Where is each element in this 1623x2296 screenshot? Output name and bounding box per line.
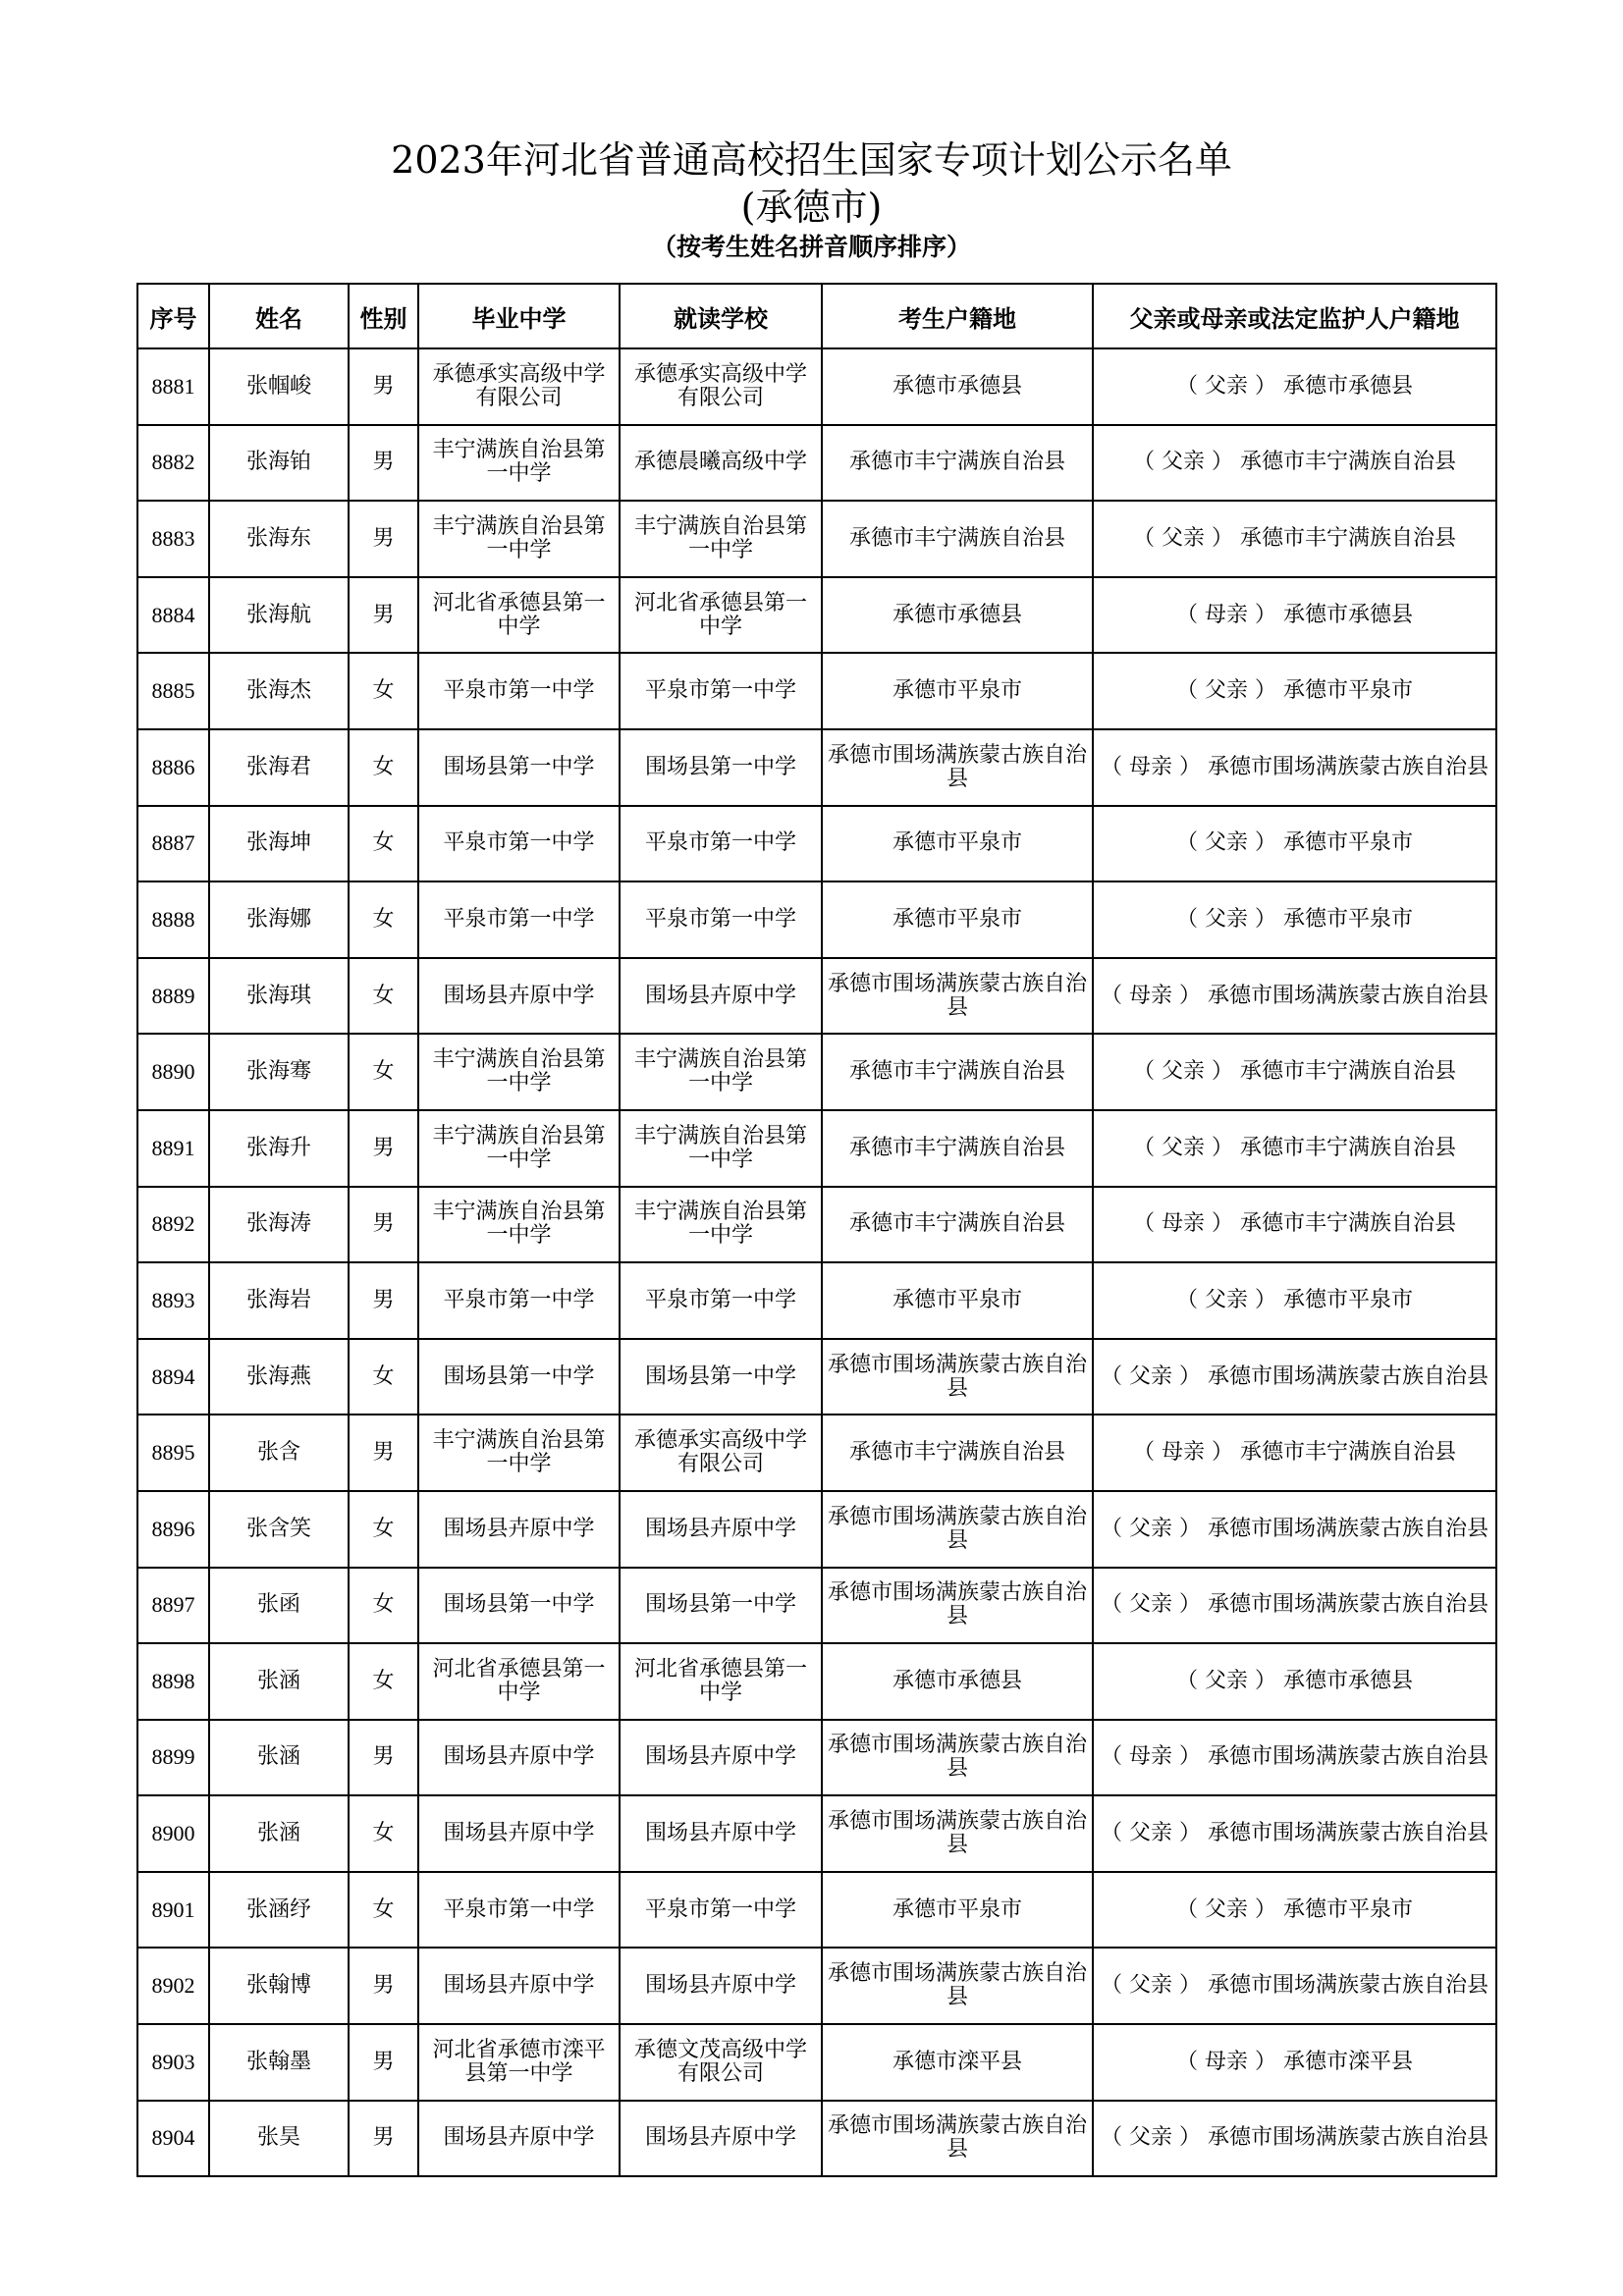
cell-grad-school: 围场县第一中学 [418,1339,620,1415]
cell-grad-school: 平泉市第一中学 [418,1262,620,1339]
table-row [137,1643,1496,1720]
table-row [137,1415,1496,1491]
cell-domicile: 承德市承德县 [822,577,1093,654]
cell-domicile: 承德市丰宁满族自治县 [822,501,1093,577]
cell-guardian: （ 父亲 ） 承德市围场满族蒙古族自治县 [1093,1948,1496,2024]
cell-gender: 女 [349,958,418,1035]
cell-gender: 女 [349,806,418,882]
table-row [137,1872,1496,1949]
cell-no: 8900 [137,1795,209,1872]
table-row [137,881,1496,958]
cell-gender: 男 [349,501,418,577]
page-title: 2023年河北省普通高校招生国家专项计划公示名单 [391,138,1232,182]
cell-name: 张函 [209,1568,349,1644]
cell-current-school: 围场县卉原中学 [620,1491,822,1568]
page-title-region: (承德市) [740,186,883,229]
table-row [137,348,1496,425]
cell-no: 8888 [137,881,209,958]
cell-no: 8897 [137,1568,209,1644]
cell-grad-school: 河北省承德市滦平县第一中学 [418,2024,620,2101]
cell-current-school: 丰宁满族自治县第一中学 [620,1034,822,1110]
cell-name: 张翰博 [209,1948,349,2024]
cell-name: 张含笑 [209,1491,349,1568]
cell-grad-school: 平泉市第一中学 [418,881,620,958]
cell-guardian: （ 父亲 ） 承德市围场满族蒙古族自治县 [1093,1795,1496,1872]
cell-gender: 女 [349,1491,418,1568]
cell-domicile: 承德市平泉市 [822,1262,1093,1339]
cell-name: 张海航 [209,577,349,654]
cell-gender: 女 [349,1339,418,1415]
cell-guardian: （ 父亲 ） 承德市围场满族蒙古族自治县 [1093,1339,1496,1415]
cell-guardian: （ 父亲 ） 承德市丰宁满族自治县 [1093,425,1496,502]
cell-domicile: 承德市围场满族蒙古族自治县 [822,1491,1093,1568]
cell-no: 8889 [137,958,209,1035]
column-header-domicile: 考生户籍地 [822,284,1093,348]
cell-name: 张海琪 [209,958,349,1035]
cell-no: 8884 [137,577,209,654]
cell-grad-school: 平泉市第一中学 [418,806,620,882]
cell-grad-school: 围场县卉原中学 [418,2101,620,2177]
cell-no: 8886 [137,729,209,806]
cell-name: 张含 [209,1415,349,1491]
cell-no: 8885 [137,653,209,729]
cell-current-school: 丰宁满族自治县第一中学 [620,1187,822,1263]
cell-current-school: 平泉市第一中学 [620,881,822,958]
cell-domicile: 承德市丰宁满族自治县 [822,1034,1093,1110]
cell-name: 张涵纾 [209,1872,349,1949]
cell-name: 张海东 [209,501,349,577]
cell-current-school: 承德文茂高级中学有限公司 [620,2024,822,2101]
cell-gender: 男 [349,1720,418,1796]
cell-grad-school: 丰宁满族自治县第一中学 [418,425,620,502]
cell-guardian: （ 父亲 ） 承德市承德县 [1093,1643,1496,1720]
cell-gender: 男 [349,425,418,502]
cell-name: 张海升 [209,1110,349,1187]
cell-domicile: 承德市丰宁满族自治县 [822,1415,1093,1491]
cell-domicile: 承德市丰宁满族自治县 [822,425,1093,502]
cell-domicile: 承德市承德县 [822,348,1093,425]
cell-no: 8890 [137,1034,209,1110]
cell-grad-school: 围场县卉原中学 [418,958,620,1035]
cell-current-school: 围场县卉原中学 [620,1720,822,1796]
cell-no: 8893 [137,1262,209,1339]
cell-guardian: （ 父亲 ） 承德市丰宁满族自治县 [1093,501,1496,577]
cell-guardian: （ 父亲 ） 承德市平泉市 [1093,1872,1496,1949]
cell-current-school: 平泉市第一中学 [620,1262,822,1339]
cell-current-school: 河北省承德县第一中学 [620,577,822,654]
cell-guardian: （ 母亲 ） 承德市围场满族蒙古族自治县 [1093,1720,1496,1796]
cell-gender: 女 [349,729,418,806]
table-row [137,1110,1496,1187]
cell-guardian: （ 父亲 ） 承德市承德县 [1093,348,1496,425]
column-header-name: 姓名 [209,284,349,348]
cell-name: 张海铂 [209,425,349,502]
cell-grad-school: 围场县第一中学 [418,1568,620,1644]
cell-grad-school: 河北省承德县第一中学 [418,1643,620,1720]
cell-no: 8881 [137,348,209,425]
cell-gender: 女 [349,1034,418,1110]
cell-grad-school: 丰宁满族自治县第一中学 [418,1110,620,1187]
table-row [137,1187,1496,1263]
cell-gender: 男 [349,348,418,425]
cell-gender: 男 [349,1187,418,1263]
cell-guardian: （ 父亲 ） 承德市平泉市 [1093,881,1496,958]
cell-domicile: 承德市平泉市 [822,806,1093,882]
cell-no: 8887 [137,806,209,882]
column-header-current-school: 就读学校 [620,284,822,348]
cell-grad-school: 围场县卉原中学 [418,1491,620,1568]
cell-no: 8895 [137,1415,209,1491]
cell-grad-school: 丰宁满族自治县第一中学 [418,1415,620,1491]
cell-gender: 男 [349,2101,418,2177]
cell-grad-school: 承德承实高级中学有限公司 [418,348,620,425]
cell-name: 张海骞 [209,1034,349,1110]
cell-grad-school: 围场县卉原中学 [418,1795,620,1872]
table-row [137,1034,1496,1110]
table-header-row [137,284,1496,348]
cell-current-school: 围场县卉原中学 [620,958,822,1035]
cell-gender: 男 [349,1110,418,1187]
cell-domicile: 承德市围场满族蒙古族自治县 [822,1339,1093,1415]
column-header-guardian-domicile: 父亲或母亲或法定监护人户籍地 [1093,284,1496,348]
table-row [137,2101,1496,2177]
cell-no: 8904 [137,2101,209,2177]
cell-name: 张昊 [209,2101,349,2177]
cell-grad-school: 围场县卉原中学 [418,1948,620,2024]
cell-no: 8899 [137,1720,209,1796]
sort-note: （按考生姓名拼音顺序排序） [651,233,971,261]
column-header-no: 序号 [137,284,209,348]
cell-name: 张海坤 [209,806,349,882]
cell-name: 张海娜 [209,881,349,958]
cell-current-school: 围场县卉原中学 [620,1948,822,2024]
cell-no: 8896 [137,1491,209,1568]
cell-domicile: 承德市平泉市 [822,881,1093,958]
table-row [137,2024,1496,2101]
cell-domicile: 承德市围场满族蒙古族自治县 [822,1948,1093,2024]
cell-name: 张涵 [209,1643,349,1720]
cell-current-school: 围场县第一中学 [620,1339,822,1415]
cell-domicile: 承德市滦平县 [822,2024,1093,2101]
cell-grad-school: 围场县第一中学 [418,729,620,806]
cell-name: 张帼峻 [209,348,349,425]
table-row [137,1568,1496,1644]
cell-guardian: （ 父亲 ） 承德市围场满族蒙古族自治县 [1093,1568,1496,1644]
cell-name: 张涵 [209,1795,349,1872]
cell-grad-school: 平泉市第一中学 [418,1872,620,1949]
table-row [137,1491,1496,1568]
cell-no: 8894 [137,1339,209,1415]
cell-grad-school: 平泉市第一中学 [418,653,620,729]
table-row [137,653,1496,729]
cell-name: 张海杰 [209,653,349,729]
cell-current-school: 围场县第一中学 [620,1568,822,1644]
cell-gender: 女 [349,881,418,958]
cell-domicile: 承德市围场满族蒙古族自治县 [822,729,1093,806]
cell-current-school: 丰宁满族自治县第一中学 [620,501,822,577]
cell-current-school: 平泉市第一中学 [620,806,822,882]
cell-guardian: （ 母亲 ） 承德市丰宁满族自治县 [1093,1415,1496,1491]
cell-gender: 男 [349,577,418,654]
cell-gender: 男 [349,1415,418,1491]
cell-grad-school: 丰宁满族自治县第一中学 [418,1187,620,1263]
table-row [137,577,1496,654]
cell-guardian: （ 父亲 ） 承德市丰宁满族自治县 [1093,1110,1496,1187]
cell-domicile: 承德市围场满族蒙古族自治县 [822,1795,1093,1872]
admission-list-table [136,283,1497,2177]
cell-gender: 女 [349,1872,418,1949]
cell-name: 张涵 [209,1720,349,1796]
table-row [137,1948,1496,2024]
cell-name: 张海君 [209,729,349,806]
column-header-grad-school: 毕业中学 [418,284,620,348]
cell-no: 8891 [137,1110,209,1187]
cell-domicile: 承德市平泉市 [822,1872,1093,1949]
cell-guardian: （ 母亲 ） 承德市围场满族蒙古族自治县 [1093,729,1496,806]
cell-current-school: 平泉市第一中学 [620,1872,822,1949]
cell-domicile: 承德市丰宁满族自治县 [822,1187,1093,1263]
cell-no: 8903 [137,2024,209,2101]
cell-domicile: 承德市围场满族蒙古族自治县 [822,1720,1093,1796]
cell-no: 8898 [137,1643,209,1720]
cell-domicile: 承德市围场满族蒙古族自治县 [822,958,1093,1035]
table-row [137,806,1496,882]
cell-domicile: 承德市承德县 [822,1643,1093,1720]
cell-current-school: 围场县卉原中学 [620,1795,822,1872]
cell-guardian: （ 母亲 ） 承德市围场满族蒙古族自治县 [1093,958,1496,1035]
cell-guardian: （ 父亲 ） 承德市围场满族蒙古族自治县 [1093,1491,1496,1568]
cell-guardian: （ 母亲 ） 承德市滦平县 [1093,2024,1496,2101]
cell-no: 8883 [137,501,209,577]
table-row [137,958,1496,1035]
cell-current-school: 围场县卉原中学 [620,2101,822,2177]
cell-name: 张海燕 [209,1339,349,1415]
cell-grad-school: 丰宁满族自治县第一中学 [418,501,620,577]
cell-current-school: 丰宁满族自治县第一中学 [620,1110,822,1187]
cell-guardian: （ 母亲 ） 承德市丰宁满族自治县 [1093,1187,1496,1263]
cell-gender: 女 [349,653,418,729]
cell-name: 张翰墨 [209,2024,349,2101]
cell-grad-school: 河北省承德县第一中学 [418,577,620,654]
table-row [137,729,1496,806]
cell-current-school: 承德承实高级中学有限公司 [620,348,822,425]
table-row [137,1795,1496,1872]
cell-domicile: 承德市围场满族蒙古族自治县 [822,2101,1093,2177]
cell-grad-school: 围场县卉原中学 [418,1720,620,1796]
table-row [137,1339,1496,1415]
cell-name: 张海涛 [209,1187,349,1263]
cell-domicile: 承德市围场满族蒙古族自治县 [822,1568,1093,1644]
cell-current-school: 围场县第一中学 [620,729,822,806]
cell-current-school: 承德晨曦高级中学 [620,425,822,502]
table-row [137,501,1496,577]
cell-no: 8902 [137,1948,209,2024]
cell-guardian: （ 父亲 ） 承德市丰宁满族自治县 [1093,1034,1496,1110]
cell-gender: 男 [349,1948,418,2024]
cell-no: 8901 [137,1872,209,1949]
table-row [137,1720,1496,1796]
cell-gender: 男 [349,2024,418,2101]
cell-gender: 男 [349,1262,418,1339]
cell-domicile: 承德市平泉市 [822,653,1093,729]
cell-domicile: 承德市丰宁满族自治县 [822,1110,1093,1187]
cell-name: 张海岩 [209,1262,349,1339]
cell-gender: 女 [349,1795,418,1872]
table-row [137,425,1496,502]
cell-no: 8882 [137,425,209,502]
cell-grad-school: 丰宁满族自治县第一中学 [418,1034,620,1110]
cell-guardian: （ 父亲 ） 承德市平泉市 [1093,1262,1496,1339]
cell-no: 8892 [137,1187,209,1263]
cell-gender: 女 [349,1568,418,1644]
cell-guardian: （ 父亲 ） 承德市平泉市 [1093,653,1496,729]
cell-guardian: （ 父亲 ） 承德市围场满族蒙古族自治县 [1093,2101,1496,2177]
cell-current-school: 河北省承德县第一中学 [620,1643,822,1720]
cell-current-school: 平泉市第一中学 [620,653,822,729]
cell-guardian: （ 父亲 ） 承德市平泉市 [1093,806,1496,882]
cell-gender: 女 [349,1643,418,1720]
cell-current-school: 承德承实高级中学有限公司 [620,1415,822,1491]
table-row [137,1262,1496,1339]
column-header-gender: 性别 [349,284,418,348]
cell-guardian: （ 母亲 ） 承德市承德县 [1093,577,1496,654]
